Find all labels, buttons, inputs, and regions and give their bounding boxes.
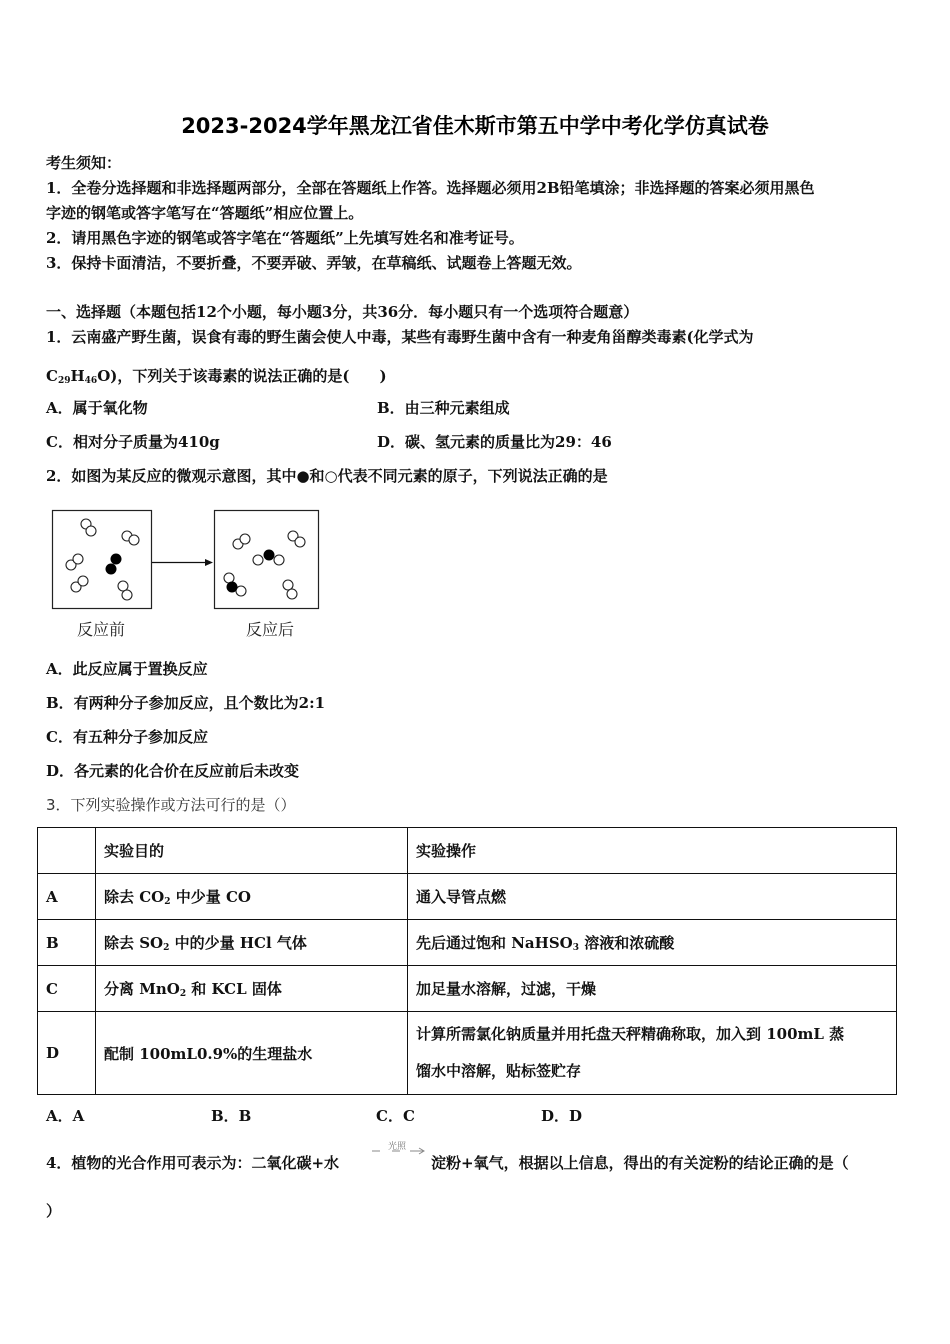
q2-option-d[interactable]: D．各元素的化合价在反应前后未改变 [46,762,300,780]
row-purpose: 配制 100mL0.9%的生理盐水 [96,1012,408,1095]
q3-option-d[interactable]: D．D [541,1107,583,1125]
header-cell-key [38,828,96,874]
q4-stem-pre: 4．植物的光合作用可表示为：二氧化碳+水 [46,1154,340,1172]
header-cell-operation: 实验操作 [408,828,897,874]
row-purpose: 除去 $SO_2$ 中的少量 HCl 气体 [96,920,408,966]
before-box [53,511,152,609]
notice-heading: 考生须知： [46,154,122,172]
row-purpose: 除去 $CO_2$ 中少量 CO [96,874,408,920]
table-row [38,966,897,1012]
arrow-condition-label: 光照 [388,1142,407,1152]
before-label: 反应前 [77,620,126,639]
table-row [38,1012,897,1095]
q2-stem: 2．如图为某反应的微观示意图，其中●和○代表不同元素的原子，下列说法正确的是 [46,467,608,485]
table-row [38,874,897,920]
q3-option-b[interactable]: B．B [211,1107,252,1125]
after-label: 反应后 [246,620,295,639]
q4-stem-post: 淀粉+氧气，根据以上信息，得出的有关淀粉的结论正确的是（ [431,1154,849,1172]
notice-item-3: 3．保持卡面清洁，不要折叠，不要弄破、弄皱，在草稿纸、试题卷上答题无效。 [46,254,582,272]
header-cell-purpose: 实验目的 [96,828,408,874]
table-header-row [38,828,897,874]
q3-option-c[interactable]: C．C [376,1107,415,1125]
notice-item-2: 2．请用黑色字迹的钢笔或答字笔在“答题纸”上先填写姓名和准考证号。 [46,229,524,247]
row-operation: 计算所需氯化钠质量并用托盘天秤精确称取，加入到 100mL 蒸 馏水中溶解，贴标签贮存 [408,1012,897,1095]
before-black-molecule [106,554,122,575]
q1-stem-line2: $C_{29}H_{46}O$)，下列关于该毒素的说法正确的是( ) [46,367,387,386]
q1-option-d[interactable]: D．碳、氢元素的质量比为29：46 [377,433,612,451]
q4-stem-close: ） [46,1202,62,1220]
row-operation: 先后通过饱和 NaHSO$_3$ 溶液和浓硫酸 [408,920,897,966]
q2-option-b[interactable]: B．有两种分子参加反应，且个数比为2:1 [46,694,326,712]
before-molecules [66,519,139,600]
table-row [38,920,897,966]
row-key: C [38,966,96,1012]
reaction-arrow-icon [152,559,213,566]
row-key: B [38,920,96,966]
q3-option-a[interactable]: A．A [46,1107,85,1125]
q2-option-a[interactable]: A．此反应属于置换反应 [46,660,208,678]
reaction-arrow-icon [370,1146,428,1156]
q1-option-b[interactable]: B．由三种元素组成 [377,399,510,417]
row-operation: 通入导管点燃 [408,874,897,920]
notice-item-1-cont: 字迹的钢笔或答字笔写在“答题纸”相应位置上。 [46,204,364,222]
row-purpose: 分离 MnO$_2$ 和 KCL 固体 [96,966,408,1012]
q1-option-a[interactable]: A．属于氧化物 [46,399,148,417]
q3-stem: 3．下列实验操作或方法可行的是（） [46,796,296,814]
q1-stem-line1: 1．云南盛产野生菌，误食有毒的野生菌会使人中毒，某些有毒野生菌中含有一种麦角甾醇类毒素(化学式为 [46,328,754,346]
q1-option-c[interactable]: C．相对分子质量为410g [46,433,220,451]
page-title: 2023-2024学年黑龙江省佳木斯市第五中学中考化学仿真试卷 [181,114,769,138]
q1-formula: $C_{29}H_{46}O$) [46,367,118,386]
experiment-table [37,827,897,1095]
after-black-atoms [227,550,275,593]
row-operation: 加足量水溶解，过滤，干燥 [408,966,897,1012]
notice-item-1: 1．全卷分选择题和非选择题两部分，全部在答题纸上作答。选择题必须用2B铅笔填涂；非选择题的答案必须用黑色 [46,179,815,197]
row-key: D [38,1012,96,1095]
row-key: A [38,874,96,920]
section-heading: 一、选择题（本题包括12个小题，每小题3分，共36分．每小题只有一个选项符合题意） [46,303,639,321]
q2-option-c[interactable]: C．有五种分子参加反应 [46,728,208,746]
